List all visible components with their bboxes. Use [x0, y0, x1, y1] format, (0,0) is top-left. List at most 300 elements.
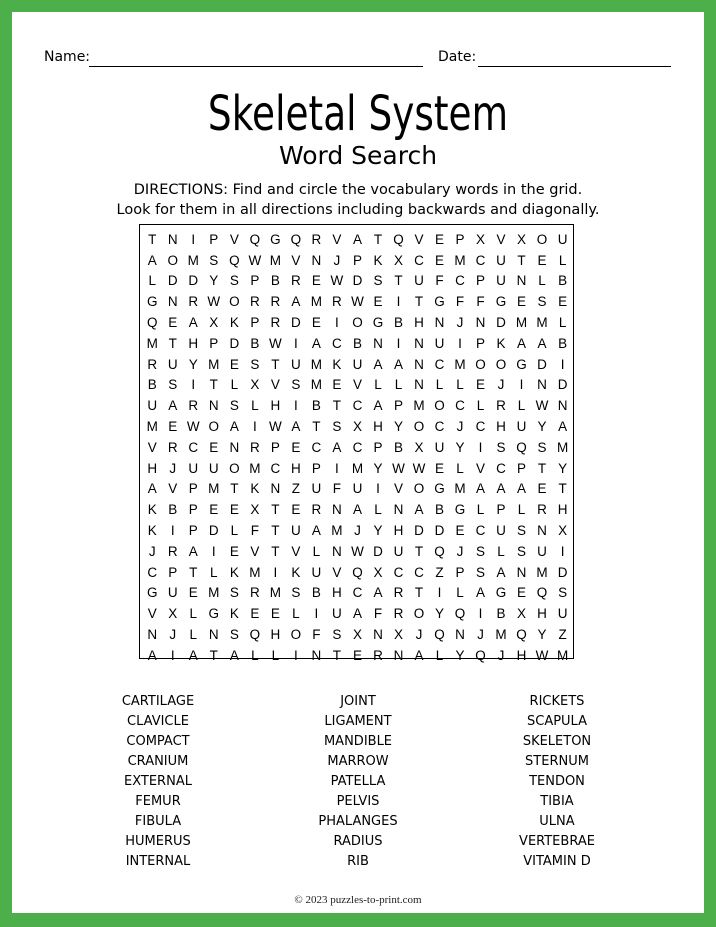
grid-letter[interactable]: T: [209, 647, 218, 663]
grid-letter[interactable]: A: [352, 606, 362, 622]
grid-letter[interactable]: F: [435, 273, 444, 289]
grid-letter[interactable]: C: [414, 252, 424, 268]
grid-letter[interactable]: U: [516, 419, 527, 435]
grid-letter[interactable]: H: [270, 627, 281, 643]
grid-letter[interactable]: A: [476, 481, 486, 497]
grid-letter[interactable]: I: [560, 543, 565, 559]
grid-letter[interactable]: U: [557, 606, 568, 622]
grid-letter[interactable]: Y: [393, 419, 403, 435]
grid-letter[interactable]: L: [189, 606, 198, 622]
grid-letter[interactable]: L: [148, 273, 156, 289]
grid-letter[interactable]: M: [536, 564, 548, 580]
grid-letter[interactable]: I: [335, 315, 339, 331]
grid-letter[interactable]: A: [496, 481, 506, 497]
grid-letter[interactable]: E: [455, 523, 465, 539]
grid-letter[interactable]: F: [332, 481, 342, 497]
grid-letter[interactable]: P: [311, 460, 321, 476]
grid-letter[interactable]: I: [560, 356, 565, 372]
grid-letter[interactable]: A: [147, 481, 157, 497]
grid-letter[interactable]: M: [454, 252, 466, 268]
grid-letter[interactable]: V: [393, 481, 403, 497]
grid-letter[interactable]: G: [208, 606, 220, 622]
grid-letter[interactable]: P: [517, 460, 527, 476]
date-field-line[interactable]: [478, 66, 671, 67]
grid-letter[interactable]: I: [191, 377, 196, 393]
grid-letter[interactable]: S: [517, 523, 527, 539]
grid-letter[interactable]: D: [557, 564, 568, 580]
grid-letter[interactable]: G: [270, 231, 281, 247]
grid-letter[interactable]: V: [291, 543, 301, 559]
grid-letter[interactable]: P: [270, 439, 280, 455]
grid-letter[interactable]: C: [455, 273, 465, 289]
grid-letter[interactable]: O: [208, 419, 220, 435]
grid-letter[interactable]: I: [314, 606, 319, 622]
grid-letter[interactable]: X: [250, 377, 260, 393]
grid-letter[interactable]: Q: [516, 627, 527, 643]
grid-letter[interactable]: P: [188, 481, 198, 497]
grid-letter[interactable]: S: [332, 419, 342, 435]
grid-letter[interactable]: S: [373, 273, 383, 289]
grid-letter[interactable]: N: [393, 502, 404, 518]
grid-letter[interactable]: C: [352, 398, 363, 414]
grid-letter[interactable]: I: [437, 585, 442, 601]
grid-letter[interactable]: B: [311, 398, 321, 414]
grid-letter[interactable]: U: [537, 543, 547, 559]
grid-letter[interactable]: U: [496, 252, 506, 268]
grid-letter[interactable]: R: [332, 294, 342, 310]
grid-letter[interactable]: D: [434, 523, 445, 539]
grid-letter[interactable]: C: [332, 335, 342, 351]
grid-letter[interactable]: G: [434, 481, 445, 497]
grid-letter[interactable]: A: [414, 502, 424, 518]
grid-letter[interactable]: Y: [537, 419, 547, 435]
grid-letter[interactable]: H: [393, 523, 404, 539]
grid-letter[interactable]: J: [477, 627, 484, 643]
grid-letter[interactable]: B: [168, 502, 178, 518]
grid-letter[interactable]: N: [537, 523, 547, 539]
grid-letter[interactable]: V: [476, 460, 486, 476]
grid-letter[interactable]: A: [168, 398, 178, 414]
grid-letter[interactable]: E: [476, 377, 486, 393]
grid-letter[interactable]: M: [208, 585, 220, 601]
grid-letter[interactable]: L: [189, 627, 198, 643]
grid-letter[interactable]: E: [291, 439, 301, 455]
grid-letter[interactable]: J: [456, 315, 464, 331]
grid-letter[interactable]: F: [250, 523, 259, 539]
grid-letter[interactable]: G: [495, 294, 507, 310]
grid-letter[interactable]: M: [310, 377, 323, 393]
grid-letter[interactable]: L: [251, 647, 259, 663]
grid-letter[interactable]: V: [352, 377, 362, 393]
grid-letter[interactable]: W: [351, 294, 364, 310]
grid-letter[interactable]: D: [229, 335, 240, 351]
grid-letter[interactable]: L: [456, 377, 464, 393]
grid-letter[interactable]: U: [352, 481, 363, 497]
grid-letter[interactable]: P: [209, 231, 219, 247]
grid-letter[interactable]: A: [291, 294, 301, 310]
grid-letter[interactable]: O: [413, 481, 425, 497]
grid-letter[interactable]: I: [252, 419, 257, 435]
grid-letter[interactable]: A: [332, 439, 342, 455]
grid-letter[interactable]: L: [230, 523, 239, 539]
grid-letter[interactable]: G: [495, 585, 507, 601]
grid-letter[interactable]: E: [311, 273, 321, 289]
grid-letter[interactable]: M: [331, 523, 343, 539]
grid-letter[interactable]: M: [249, 564, 261, 580]
grid-letter[interactable]: S: [476, 564, 486, 580]
grid-letter[interactable]: N: [147, 627, 158, 643]
grid-letter[interactable]: L: [435, 647, 444, 663]
grid-letter[interactable]: A: [147, 252, 157, 268]
grid-letter[interactable]: K: [229, 564, 239, 580]
grid-letter[interactable]: N: [311, 647, 322, 663]
grid-letter[interactable]: K: [250, 481, 260, 497]
grid-letter[interactable]: E: [558, 294, 568, 310]
grid-letter[interactable]: D: [188, 273, 199, 289]
grid-letter[interactable]: A: [476, 585, 486, 601]
grid-letter[interactable]: F: [312, 627, 321, 643]
grid-letter[interactable]: R: [270, 315, 281, 331]
grid-letter[interactable]: U: [147, 398, 158, 414]
grid-letter[interactable]: B: [558, 273, 568, 289]
grid-letter[interactable]: H: [291, 460, 301, 476]
grid-letter[interactable]: U: [434, 335, 445, 351]
grid-letter[interactable]: U: [208, 460, 219, 476]
grid-letter[interactable]: D: [537, 356, 547, 372]
grid-letter[interactable]: G: [454, 502, 466, 518]
grid-letter[interactable]: S: [476, 543, 486, 559]
grid-letter[interactable]: T: [168, 335, 177, 351]
grid-letter[interactable]: E: [229, 543, 239, 559]
grid-letter[interactable]: H: [537, 606, 547, 622]
grid-letter[interactable]: R: [188, 294, 199, 310]
grid-letter[interactable]: O: [536, 231, 548, 247]
grid-letter[interactable]: T: [209, 377, 218, 393]
grid-letter[interactable]: H: [414, 315, 424, 331]
grid-letter[interactable]: J: [148, 543, 156, 559]
grid-letter[interactable]: B: [558, 335, 568, 351]
grid-letter[interactable]: L: [476, 398, 485, 414]
grid-letter[interactable]: J: [415, 627, 423, 643]
grid-letter[interactable]: R: [393, 585, 404, 601]
grid-letter[interactable]: I: [396, 294, 401, 310]
grid-letter[interactable]: D: [557, 377, 568, 393]
grid-letter[interactable]: P: [373, 439, 383, 455]
grid-letter[interactable]: I: [294, 335, 298, 351]
grid-letter[interactable]: S: [537, 294, 547, 310]
grid-letter[interactable]: K: [147, 502, 157, 518]
grid-letter[interactable]: T: [332, 647, 342, 663]
grid-letter[interactable]: E: [209, 439, 219, 455]
grid-letter[interactable]: L: [312, 543, 321, 559]
grid-letter[interactable]: E: [311, 315, 321, 331]
grid-letter[interactable]: Q: [475, 647, 486, 663]
grid-letter[interactable]: E: [188, 585, 198, 601]
grid-letter[interactable]: X: [250, 502, 260, 518]
grid-letter[interactable]: A: [373, 398, 383, 414]
grid-letter[interactable]: Q: [352, 564, 363, 580]
grid-letter[interactable]: Y: [455, 647, 465, 663]
grid-letter[interactable]: N: [537, 377, 547, 393]
grid-letter[interactable]: O: [167, 252, 178, 268]
grid-letter[interactable]: S: [229, 398, 239, 414]
grid-letter[interactable]: X: [373, 564, 383, 580]
grid-letter[interactable]: C: [147, 564, 158, 580]
grid-letter[interactable]: L: [558, 315, 567, 331]
grid-letter[interactable]: M: [351, 460, 364, 476]
grid-letter[interactable]: M: [146, 419, 158, 435]
grid-letter[interactable]: J: [497, 377, 505, 393]
grid-letter[interactable]: L: [374, 502, 382, 518]
grid-letter[interactable]: O: [434, 398, 445, 414]
grid-letter[interactable]: K: [496, 335, 506, 351]
grid-letter[interactable]: I: [335, 460, 339, 476]
grid-letter[interactable]: J: [169, 460, 177, 476]
grid-letter[interactable]: R: [249, 585, 260, 601]
grid-letter[interactable]: P: [209, 335, 219, 351]
grid-letter[interactable]: V: [291, 252, 301, 268]
grid-letter[interactable]: E: [332, 377, 342, 393]
grid-letter[interactable]: P: [250, 315, 260, 331]
grid-letter[interactable]: X: [517, 231, 527, 247]
name-field-line[interactable]: [89, 66, 423, 67]
grid-letter[interactable]: I: [376, 481, 380, 497]
grid-letter[interactable]: M: [495, 627, 507, 643]
grid-letter[interactable]: I: [478, 606, 483, 622]
grid-letter[interactable]: J: [354, 523, 361, 539]
grid-letter[interactable]: E: [291, 502, 301, 518]
grid-letter[interactable]: W: [412, 460, 426, 476]
grid-letter[interactable]: V: [270, 377, 280, 393]
grid-letter[interactable]: S: [291, 377, 301, 393]
grid-letter[interactable]: G: [146, 294, 158, 310]
grid-letter[interactable]: D: [167, 273, 178, 289]
grid-letter[interactable]: P: [168, 564, 178, 580]
grid-letter[interactable]: X: [476, 231, 486, 247]
grid-letter[interactable]: A: [352, 231, 362, 247]
grid-letter[interactable]: D: [352, 273, 363, 289]
grid-letter[interactable]: U: [434, 439, 445, 455]
grid-letter[interactable]: D: [496, 315, 506, 331]
grid-letter[interactable]: W: [351, 543, 364, 559]
grid-letter[interactable]: H: [516, 647, 527, 663]
grid-letter[interactable]: A: [147, 647, 157, 663]
grid-letter[interactable]: L: [210, 564, 218, 580]
grid-letter[interactable]: P: [476, 335, 486, 351]
grid-letter[interactable]: E: [537, 481, 547, 497]
grid-letter[interactable]: M: [454, 481, 466, 497]
grid-letter[interactable]: X: [352, 627, 362, 643]
grid-letter[interactable]: A: [311, 523, 321, 539]
grid-letter[interactable]: T: [537, 460, 547, 476]
grid-letter[interactable]: N: [414, 356, 424, 372]
grid-letter[interactable]: N: [167, 294, 178, 310]
grid-letter[interactable]: P: [455, 564, 465, 580]
grid-letter[interactable]: U: [167, 356, 178, 372]
grid-letter[interactable]: P: [496, 502, 506, 518]
grid-letter[interactable]: U: [167, 585, 178, 601]
grid-letter[interactable]: Y: [537, 627, 547, 643]
grid-letter[interactable]: I: [273, 564, 278, 580]
grid-letter[interactable]: M: [536, 315, 548, 331]
grid-letter[interactable]: N: [373, 627, 383, 643]
grid-letter[interactable]: O: [495, 356, 507, 372]
grid-letter[interactable]: I: [211, 543, 216, 559]
grid-letter[interactable]: M: [146, 335, 158, 351]
grid-letter[interactable]: M: [269, 252, 281, 268]
grid-letter[interactable]: Q: [290, 231, 302, 247]
grid-letter[interactable]: G: [434, 294, 445, 310]
grid-letter[interactable]: Y: [209, 273, 219, 289]
grid-letter[interactable]: G: [516, 356, 527, 372]
grid-letter[interactable]: P: [188, 523, 198, 539]
grid-letter[interactable]: T: [414, 585, 424, 601]
grid-letter[interactable]: S: [168, 377, 178, 393]
grid-letter[interactable]: S: [332, 627, 342, 643]
grid-letter[interactable]: Y: [373, 523, 383, 539]
grid-letter[interactable]: X: [168, 606, 178, 622]
grid-letter[interactable]: J: [497, 647, 505, 663]
grid-letter[interactable]: I: [294, 398, 298, 414]
grid-letter[interactable]: U: [311, 564, 322, 580]
grid-letter[interactable]: H: [496, 419, 506, 435]
grid-letter[interactable]: V: [332, 564, 342, 580]
grid-letter[interactable]: L: [292, 606, 300, 622]
grid-letter[interactable]: S: [229, 273, 239, 289]
grid-letter[interactable]: W: [330, 273, 344, 289]
grid-letter[interactable]: F: [476, 294, 485, 310]
grid-letter[interactable]: D: [208, 523, 219, 539]
grid-letter[interactable]: W: [535, 398, 549, 414]
grid-letter[interactable]: T: [230, 481, 239, 497]
grid-letter[interactable]: K: [229, 606, 239, 622]
grid-letter[interactable]: V: [147, 439, 157, 455]
grid-letter[interactable]: J: [456, 419, 464, 435]
grid-letter[interactable]: C: [475, 523, 486, 539]
grid-letter[interactable]: H: [147, 460, 158, 476]
grid-letter[interactable]: Q: [146, 315, 158, 331]
grid-letter[interactable]: S: [537, 439, 547, 455]
grid-letter[interactable]: N: [434, 315, 445, 331]
grid-letter[interactable]: X: [393, 252, 403, 268]
grid-letter[interactable]: N: [455, 627, 465, 643]
grid-letter[interactable]: A: [517, 335, 527, 351]
grid-letter[interactable]: M: [557, 439, 569, 455]
grid-letter[interactable]: L: [394, 377, 403, 393]
grid-letter[interactable]: C: [496, 460, 506, 476]
grid-letter[interactable]: B: [393, 315, 403, 331]
grid-letter[interactable]: M: [557, 647, 569, 663]
grid-letter[interactable]: T: [271, 543, 280, 559]
grid-letter[interactable]: L: [517, 502, 526, 518]
grid-letter[interactable]: O: [352, 315, 363, 331]
grid-letter[interactable]: S: [558, 585, 568, 601]
grid-letter[interactable]: V: [496, 231, 506, 247]
grid-letter[interactable]: C: [434, 356, 445, 372]
grid-letter[interactable]: N: [414, 335, 424, 351]
grid-letter[interactable]: A: [414, 647, 424, 663]
grid-letter[interactable]: C: [393, 564, 404, 580]
grid-letter[interactable]: V: [250, 543, 260, 559]
grid-letter[interactable]: Y: [558, 460, 568, 476]
grid-letter[interactable]: A: [496, 564, 506, 580]
grid-letter[interactable]: R: [188, 398, 199, 414]
grid-letter[interactable]: Z: [435, 564, 444, 580]
grid-letter[interactable]: E: [229, 502, 239, 518]
grid-letter[interactable]: L: [435, 377, 444, 393]
grid-letter[interactable]: R: [249, 294, 260, 310]
grid-letter[interactable]: J: [333, 252, 341, 268]
grid-letter[interactable]: C: [434, 419, 445, 435]
grid-letter[interactable]: E: [435, 252, 445, 268]
grid-letter[interactable]: O: [413, 419, 425, 435]
grid-letter[interactable]: O: [229, 460, 240, 476]
grid-letter[interactable]: U: [291, 356, 301, 372]
grid-letter[interactable]: N: [414, 377, 424, 393]
grid-letter[interactable]: S: [517, 543, 527, 559]
grid-letter[interactable]: T: [394, 273, 403, 289]
grid-letter[interactable]: R: [393, 606, 404, 622]
grid-letter[interactable]: U: [393, 543, 404, 559]
grid-letter[interactable]: H: [557, 502, 568, 518]
grid-letter[interactable]: D: [414, 523, 424, 539]
grid-letter[interactable]: A: [373, 585, 383, 601]
grid-letter[interactable]: P: [352, 252, 362, 268]
grid-letter[interactable]: M: [310, 294, 323, 310]
grid-letter[interactable]: N: [332, 543, 342, 559]
grid-letter[interactable]: R: [270, 294, 281, 310]
grid-letter[interactable]: N: [373, 335, 383, 351]
grid-letter[interactable]: K: [147, 523, 157, 539]
grid-letter[interactable]: Y: [373, 460, 383, 476]
grid-letter[interactable]: S: [291, 585, 301, 601]
grid-letter[interactable]: U: [557, 231, 568, 247]
grid-letter[interactable]: U: [291, 523, 301, 539]
grid-letter[interactable]: K: [332, 356, 342, 372]
grid-letter[interactable]: L: [538, 273, 546, 289]
grid-letter[interactable]: V: [229, 231, 239, 247]
grid-letter[interactable]: C: [352, 585, 363, 601]
grid-letter[interactable]: Y: [455, 439, 465, 455]
grid-letter[interactable]: L: [230, 377, 239, 393]
grid-letter[interactable]: A: [188, 315, 198, 331]
grid-letter[interactable]: U: [496, 273, 506, 289]
grid-letter[interactable]: R: [311, 502, 322, 518]
grid-letter[interactable]: L: [251, 398, 259, 414]
grid-letter[interactable]: A: [373, 356, 383, 372]
grid-letter[interactable]: W: [269, 419, 282, 435]
grid-letter[interactable]: X: [558, 523, 568, 539]
grid-letter[interactable]: R: [167, 439, 178, 455]
grid-letter[interactable]: E: [168, 419, 178, 435]
grid-letter[interactable]: Z: [291, 481, 301, 497]
grid-letter[interactable]: U: [414, 273, 424, 289]
grid-letter[interactable]: Q: [434, 543, 445, 559]
grid-letter[interactable]: L: [558, 252, 567, 268]
grid-letter[interactable]: E: [435, 231, 445, 247]
grid-letter[interactable]: U: [496, 523, 506, 539]
grid-letter[interactable]: G: [372, 315, 384, 331]
grid-letter[interactable]: H: [332, 585, 342, 601]
grid-letter[interactable]: Q: [516, 439, 527, 455]
grid-letter[interactable]: X: [209, 315, 219, 331]
grid-letter[interactable]: I: [294, 647, 298, 663]
grid-letter[interactable]: O: [475, 356, 486, 372]
grid-letter[interactable]: O: [290, 627, 302, 643]
grid-letter[interactable]: T: [189, 564, 198, 580]
grid-letter[interactable]: K: [373, 252, 383, 268]
grid-letter[interactable]: M: [310, 356, 323, 372]
